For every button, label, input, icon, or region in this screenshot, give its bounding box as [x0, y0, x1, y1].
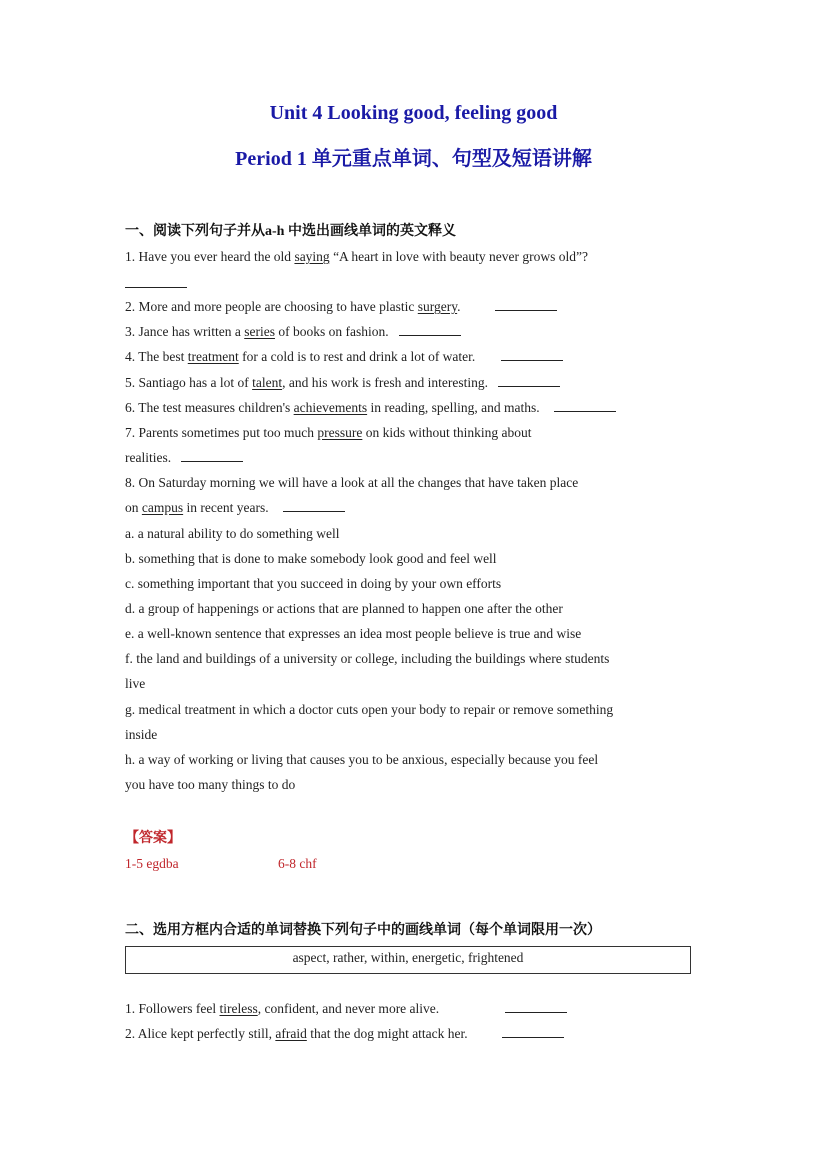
option-f-continued: live — [125, 676, 146, 691]
answer-blank[interactable] — [125, 287, 187, 288]
answer-label: 【答案】 — [125, 831, 181, 846]
question-1: 1. Have you ever heard the old saying “A heart in love with beauty never grows old”? — [125, 249, 588, 264]
underlined-word: afraid — [275, 1026, 307, 1041]
question-6: 6. The test measures children's achievements in reading, spelling, and maths. — [125, 400, 616, 416]
underlined-word: surgery — [417, 299, 458, 314]
underlined-word: pressure — [317, 425, 363, 440]
underlined-word: series — [244, 324, 275, 339]
option-f: f. the land and buildings of a university or college, including the buildings where students — [125, 651, 610, 666]
answer-blank[interactable] — [554, 410, 616, 412]
section1-heading: 一、阅读下列句子并从a-h 中选出画线单词的英文释义 — [125, 224, 456, 239]
unit-title: Unit 4 Looking good, feeling good — [269, 102, 558, 124]
answer-1-5: 1-5 egdba — [125, 856, 179, 871]
option-g: g. medical treatment in which a doctor cuts open your body to repair or remove something — [125, 702, 614, 717]
answer-blank[interactable] — [505, 1011, 567, 1013]
answer-blank[interactable] — [181, 460, 243, 462]
section2-heading: 二、选用方框内合适的单词替换下列句子中的画线单词（每个单词限用一次） — [125, 923, 601, 938]
option-g-continued: inside — [125, 727, 158, 742]
answer-blank[interactable] — [498, 385, 560, 387]
question-3: 3. Jance has written a series of books on fashion. — [125, 324, 461, 340]
option-c: c. something important that you succeed in doing by your own efforts — [125, 576, 502, 591]
question-2: 2. More and more people are choosing to have plastic surgery. — [125, 299, 557, 315]
question-8: 8. On Saturday morning we will have a look at all the changes that have taken place — [125, 475, 579, 490]
underlined-word: campus — [141, 500, 184, 515]
question-7-continued: realities. — [125, 450, 243, 466]
section2-question-2: 2. Alice kept perfectly still, afraid that the dog might attack her. — [125, 1026, 564, 1042]
underlined-word: tireless — [219, 1001, 258, 1016]
word-box: aspect, rather, within, energetic, frightened — [125, 946, 691, 974]
option-a: a. a natural ability to do something well — [125, 526, 340, 541]
question-4: 4. The best treatment for a cold is to rest and drink a lot of water. — [125, 349, 563, 365]
option-b: b. something that is done to make somebody look good and feel well — [125, 551, 497, 566]
question-7: 7. Parents sometimes put too much pressure on kids without thinking about — [125, 425, 532, 440]
answer-blank[interactable] — [495, 309, 557, 311]
answer-blank[interactable] — [502, 1036, 564, 1038]
answer-blank[interactable] — [283, 510, 345, 512]
answer-6-8: 6-8 chf — [278, 856, 317, 871]
underlined-word: treatment — [187, 349, 239, 364]
underlined-word: talent — [252, 375, 283, 390]
answer-blank[interactable] — [399, 334, 461, 336]
answer-blank[interactable] — [501, 359, 563, 361]
question-8-continued: on campus in recent years. — [125, 500, 345, 516]
period-title: Period 1 单元重点单词、句型及短语讲解 — [235, 148, 592, 170]
underlined-word: achievements — [293, 400, 368, 415]
question-5: 5. Santiago has a lot of talent, and his work is fresh and interesting. — [125, 375, 560, 391]
underlined-word: saying — [294, 249, 330, 264]
option-e: e. a well-known sentence that expresses an idea most people believe is true and wise — [125, 626, 582, 641]
option-h-continued: you have too many things to do — [125, 777, 296, 792]
option-d: d. a group of happenings or actions that are planned to happen one after the other — [125, 601, 563, 616]
option-h: h. a way of working or living that causes you to be anxious, especially because you feel — [125, 752, 599, 767]
section2-question-1: 1. Followers feel tireless, confident, and never more alive. — [125, 1001, 567, 1017]
